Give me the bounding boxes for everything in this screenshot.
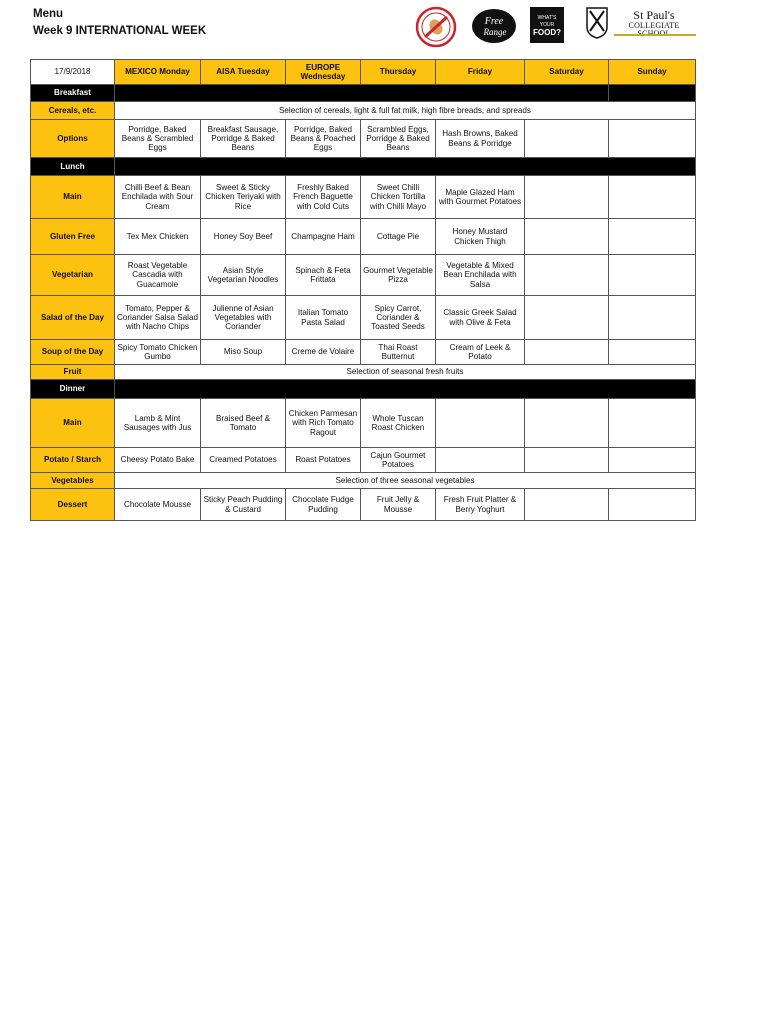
school-name-logo: St Paul's COLLEGIATE	[628, 8, 680, 30]
menu-cell: Braised Beef & Tomato	[201, 399, 286, 448]
whats-your-food-logo	[530, 7, 564, 43]
table-row	[31, 219, 696, 255]
menu-cell: Cottage Pie	[361, 219, 436, 255]
menu-cell	[609, 255, 696, 296]
menu-cell: Classic Greek Salad with Olive & Feta	[436, 296, 525, 340]
menu-cell	[609, 340, 696, 365]
menu-cell: Cajun Gourmet Potatoes	[361, 448, 436, 473]
row-label: Soup of the Day	[31, 340, 115, 365]
menu-cell: Honey Soy Beef	[201, 219, 286, 255]
svg-text:Free: Free	[484, 16, 504, 27]
menu-cell: Porridge, Baked Beans & Poached Eggs	[286, 120, 361, 158]
menu-cell	[525, 219, 609, 255]
menu-cell: Honey Mustard Chicken Thigh	[436, 219, 525, 255]
menu-cell	[525, 399, 609, 448]
menu-cell	[525, 296, 609, 340]
menu-cell	[609, 120, 696, 158]
row-label: Cereals, etc.	[31, 102, 115, 120]
menu-cell: Cheesy Potato Bake	[115, 448, 201, 473]
section-bar	[115, 158, 696, 176]
menu-cell: Scrambled Eggs, Porridge & Baked Beans	[361, 120, 436, 158]
menu-cell: Whole Tuscan Roast Chicken	[361, 399, 436, 448]
menu-cell: Vegetable & Mixed Bean Enchilada with Salsa	[436, 255, 525, 296]
table-row	[31, 296, 696, 340]
week-subtitle: Week 9 INTERNATIONAL WEEK	[33, 25, 207, 37]
menu-cell	[436, 448, 525, 473]
menu-cell	[525, 176, 609, 219]
svg-text:FOOD?: FOOD?	[533, 28, 561, 37]
menu-cell: Fruit Jelly & Mousse	[361, 489, 436, 521]
menu-cell: Tex Mex Chicken	[115, 219, 201, 255]
menu-cell	[609, 448, 696, 473]
row-label: Dessert	[31, 489, 115, 521]
day-header-wednesday: EUROPE Wednesday	[286, 60, 361, 85]
row-label: Vegetables	[31, 473, 115, 489]
day-header-saturday: Saturday	[525, 60, 609, 85]
menu-cell	[525, 120, 609, 158]
menu-table	[30, 59, 696, 521]
svg-text:YOUR: YOUR	[539, 22, 555, 28]
menu-cell	[609, 489, 696, 521]
row-label: Main	[31, 399, 115, 448]
table-row	[31, 365, 696, 380]
menu-cell: Thai Roast Butternut	[361, 340, 436, 365]
menu-cell: Gourmet Vegetable Pizza	[361, 255, 436, 296]
menu-cell: Maple Glazed Ham with Gourmet Potatoes	[436, 176, 525, 219]
menu-cell: Sweet Chilli Chicken Tortilla with Chilli Mayo	[361, 176, 436, 219]
section-row-breakfast	[31, 85, 696, 102]
menu-cell	[525, 255, 609, 296]
menu-cell	[525, 448, 609, 473]
menu-cell: Sticky Peach Pudding & Custard	[201, 489, 286, 521]
menu-cell: Miso Soup	[201, 340, 286, 365]
section-bar	[115, 85, 609, 102]
section-label-lunch: Lunch	[31, 158, 115, 176]
table-row	[31, 448, 696, 473]
table-row	[31, 340, 696, 365]
menu-cell: Asian Style Vegetarian Noodles	[201, 255, 286, 296]
menu-date: 17/9/2018	[31, 60, 115, 85]
menu-cell	[609, 219, 696, 255]
section-bar	[115, 380, 696, 399]
menu-cell: Creamed Potatoes	[201, 448, 286, 473]
day-header-sunday: Sunday	[609, 60, 696, 85]
menu-cell: Chicken Parmesan with Rich Tomato Ragout	[286, 399, 361, 448]
menu-cell: Champagne Ham	[286, 219, 361, 255]
section-label-breakfast: Breakfast	[31, 85, 115, 102]
menu-cell	[436, 399, 525, 448]
day-header-friday: Friday	[436, 60, 525, 85]
day-header-thursday: Thursday	[361, 60, 436, 85]
school-crest-icon	[586, 7, 608, 39]
table-row	[31, 473, 696, 489]
table-row	[31, 120, 696, 158]
nut-free-logo	[414, 6, 458, 48]
menu-cell: Julienne of Asian Vegetables with Coriander	[201, 296, 286, 340]
section-label-dinner: Dinner	[31, 380, 115, 399]
row-label: Potato / Starch	[31, 448, 115, 473]
svg-text:WHAT'S: WHAT'S	[537, 15, 557, 21]
row-label: Salad of the Day	[31, 296, 115, 340]
cereals-text: Selection of cereals, light & full fat milk, high fibre breads, and spreads	[115, 102, 696, 120]
table-row	[31, 489, 696, 521]
menu-cell: Italian Tomato Pasta Salad	[286, 296, 361, 340]
table-row	[31, 255, 696, 296]
vegetables-text: Selection of three seasonal vegetables	[115, 473, 696, 489]
menu-cell	[525, 489, 609, 521]
page-title: Menu	[33, 8, 64, 20]
fruit-text: Selection of seasonal fresh fruits	[115, 365, 696, 380]
menu-cell: Roast Vegetable Cascadia with Guacamole	[115, 255, 201, 296]
menu-cell: Chilli Beef & Bean Enchilada with Sour Cream	[115, 176, 201, 219]
table-row	[31, 102, 696, 120]
section-bar-end	[609, 85, 696, 102]
free-range-logo	[471, 8, 517, 44]
menu-cell	[525, 340, 609, 365]
menu-cell: Freshly Baked French Baguette with Cold Cuts	[286, 176, 361, 219]
school-logo-underline	[614, 34, 696, 36]
row-label: Main	[31, 176, 115, 219]
menu-cell	[609, 296, 696, 340]
table-row	[31, 399, 696, 448]
menu-cell: Creme de Volaire	[286, 340, 361, 365]
menu-cell: Breakfast Sausage, Porridge & Baked Beans	[201, 120, 286, 158]
menu-cell: Roast Potatoes	[286, 448, 361, 473]
row-label: Vegetarian	[31, 255, 115, 296]
day-header-row	[31, 60, 696, 85]
menu-cell: Cream of Leek & Potato	[436, 340, 525, 365]
row-label: Fruit	[31, 365, 115, 380]
menu-cell: Chocolate Mousse	[115, 489, 201, 521]
menu-cell: Spicy Carrot, Coriander & Toasted Seeds	[361, 296, 436, 340]
day-header-monday: MEXICO Monday	[115, 60, 201, 85]
menu-cell: Fresh Fruit Platter & Berry Yoghurt	[436, 489, 525, 521]
menu-cell: Tomato, Pepper & Coriander Salsa Salad with Nacho Chips	[115, 296, 201, 340]
section-row-dinner	[31, 380, 696, 399]
row-label: Gluten Free	[31, 219, 115, 255]
menu-cell: Sweet & Sticky Chicken Teriyaki with Rice	[201, 176, 286, 219]
menu-cell: Spinach & Feta Frittata	[286, 255, 361, 296]
menu-cell	[609, 176, 696, 219]
section-row-lunch	[31, 158, 696, 176]
menu-cell: Spicy Tomato Chicken Gumbo	[115, 340, 201, 365]
row-label: Options	[31, 120, 115, 158]
svg-text:Range: Range	[483, 27, 507, 37]
menu-cell: Porridge, Baked Beans & Scrambled Eggs	[115, 120, 201, 158]
menu-cell	[609, 399, 696, 448]
menu-cell: Chocolate Fudge Pudding	[286, 489, 361, 521]
table-row	[31, 176, 696, 219]
menu-cell: Lamb & Mint Sausages with Jus	[115, 399, 201, 448]
day-header-tuesday: AISA Tuesday	[201, 60, 286, 85]
menu-cell: Hash Browns, Baked Beans & Porridge	[436, 120, 525, 158]
